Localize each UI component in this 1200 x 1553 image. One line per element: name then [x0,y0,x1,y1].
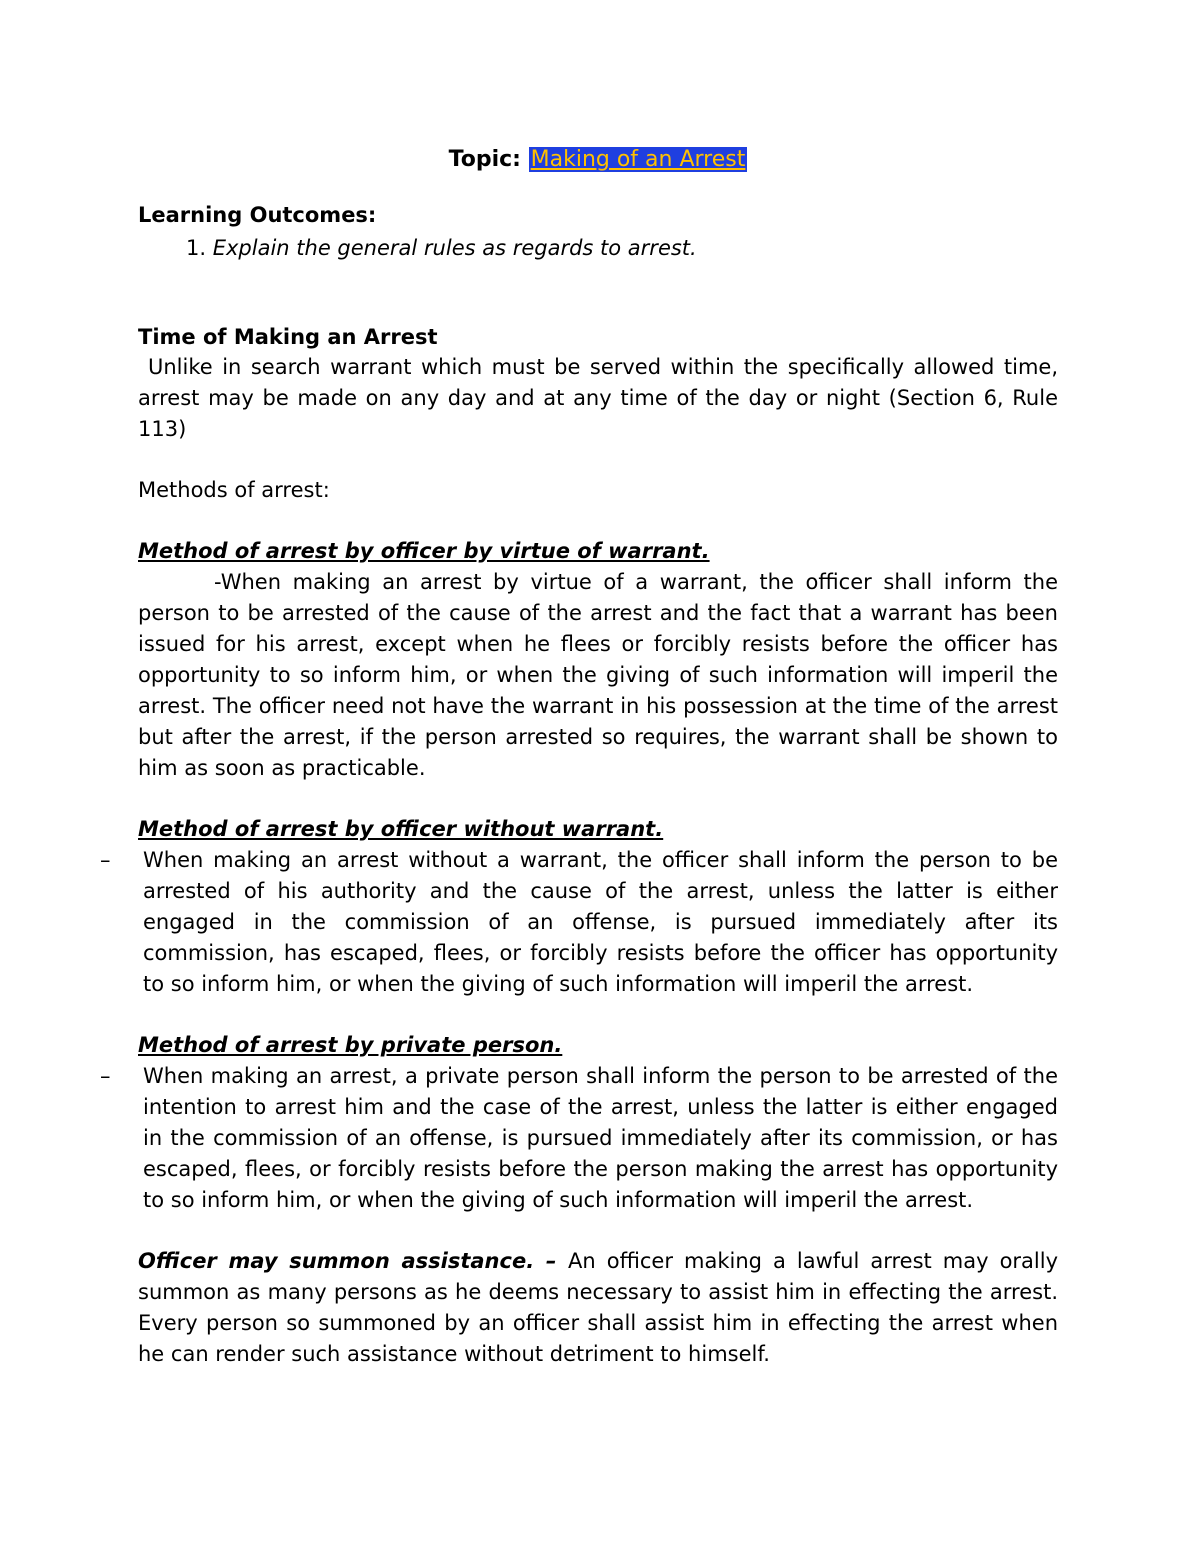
method-warrant-body: -When making an arrest by virtue of a warrant, the officer shall inform the person to be arrested of the cause of the arrest and the fact that a warrant has been issued for his arrest, except when he flees or forcibly resists before the officer has opportunity to so inform him, or when the giving of such information will imperil the arrest. The officer need not have the warrant in his possession at the time of the arrest but after the arrest, if the person arrested so requires, the warrant shall be shown to him as soon as practicable. [138,570,1058,780]
document-page [100,140,1059,1370]
time-section-heading: Time of Making an Arrest [138,325,438,349]
list-item-number: 1. [186,236,207,260]
assistance-separator: – [534,1249,569,1273]
assistance-body: An officer making a lawful arrest may orally summon as many persons as he deems necessary to assist him in effecting the arrest. Every person so summoned by an officer shall assist him in effecting the arrest when he can render such assistance without detriment to himself. [138,1249,1059,1366]
method-private-heading: Method of arrest by private person. [138,1033,563,1057]
learning-outcomes-list [138,230,1058,266]
assistance-paragraph [138,1246,1058,1370]
list-item-text: Explain the general rules as regards to arrest. [212,236,697,260]
method-private-item [100,1061,1058,1216]
assistance-heading: Officer may summon assistance. [138,1249,535,1273]
method-no-warrant-body: When making an arrest without a warrant, the officer shall inform the person to be arrested of his authority and the cause of the arrest, unless the latter is either engaged in the commission of an offense, is pursued immediately after its commission, has escaped, flees, or forcibly resists before the officer has opportunity to so inform him, or when the giving of such information will imperil the arrest. [143,848,1058,996]
dash-bullet: – [100,1064,111,1088]
methods-intro: Methods of arrest: [138,478,330,502]
topic-value: Making of an Arrest [530,147,746,172]
time-section-body: Unlike in search warrant which must be served within the specifically allowed time, arrest may be made on any day and at any time of the day or night (Section 6, Rule 113) [138,355,1058,441]
method-warrant-heading: Method of arrest by officer by virtue of warrant. [138,539,710,563]
method-private-body: When making an arrest, a private person shall inform the person to be arrested of the intention to arrest him and the case of the arrest, unless the latter is either engaged in the commission of an offense, is pursued immediately after its commission, or has escaped, flees, or forcibly resists before the person making the arrest has opportunity to so inform him, or when the giving of such information will imperil the arrest. [143,1064,1058,1212]
method-no-warrant-item [100,845,1058,1000]
learning-outcomes-heading: Learning Outcomes: [138,203,377,227]
topic-label: Topic: [448,147,521,172]
dash-bullet: – [100,848,111,872]
topic-title [138,140,1058,180]
method-no-warrant-heading: Method of arrest by officer without warrant. [138,817,664,841]
list-item [138,230,1058,266]
